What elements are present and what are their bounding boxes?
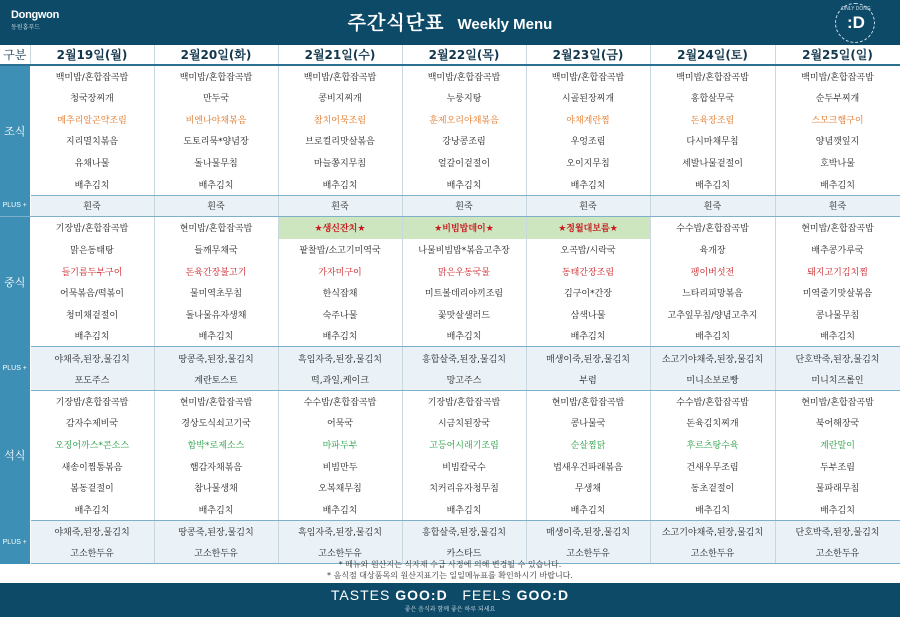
dinner_plus-row <box>0 520 900 542</box>
menu-item: 참치어묵조림 <box>278 108 402 130</box>
menu-item: 다시마채무침 <box>650 130 775 152</box>
menu-item: 백미밥/혼합잡곡밥 <box>526 65 650 87</box>
menu-item: 양념깻잎지 <box>775 130 900 152</box>
menu-item: 들깨무채국 <box>154 239 278 261</box>
day-header: 2월21일(수) <box>278 45 402 65</box>
menu-item: 기장밥/혼합잡곡밥 <box>30 217 154 239</box>
title-english: Weekly Menu <box>457 16 553 33</box>
menu-item: 새송이찜통볶음 <box>30 455 154 477</box>
menu-item: 포도주스 <box>30 369 154 391</box>
menu-item: 김구이*간장 <box>526 282 650 304</box>
menu-item: 흰죽 <box>154 195 278 217</box>
menu-item: 백미밥/혼합잡곡밥 <box>650 65 775 87</box>
lunch_plus-row <box>0 347 900 369</box>
lunch_plus-label: PLUS + <box>0 347 30 390</box>
menu-item: 배추김치 <box>154 499 278 521</box>
menu-item: 봄동겉절이 <box>30 477 154 499</box>
menu-item: 강낭콩조림 <box>402 130 526 152</box>
menu-item: 배추김치 <box>526 173 650 195</box>
menu-item: 땅콩죽,된장,물김치 <box>154 347 278 369</box>
menu-item: 미니치즈롤인 <box>775 369 900 391</box>
menu-item: 어묵국 <box>278 412 402 434</box>
menu-item: 얼갈이겉절이 <box>402 152 526 174</box>
menu-item: 비빔칼국수 <box>402 455 526 477</box>
menu-item: ★비빔밥데이★ <box>402 217 526 239</box>
menu-item: 소고기야채죽,된장,물김치 <box>650 520 775 542</box>
menu-item: 단호박죽,된장,물김치 <box>775 347 900 369</box>
menu-item: 청미채겉절이 <box>30 304 154 326</box>
menu-item: 스모크햄구이 <box>775 108 900 130</box>
menu-item: 흰죽 <box>278 195 402 217</box>
menu-item: 물미역초무침 <box>154 282 278 304</box>
menu-item: 배추김치 <box>775 499 900 521</box>
menu-item: 법새우건파래볶음 <box>526 455 650 477</box>
menu-item: 두부조림 <box>775 455 900 477</box>
menu-item: 동초겉절이 <box>650 477 775 499</box>
menu-item: 순살찜닭 <box>526 434 650 456</box>
badge-ring-text: ONLY DONG <box>841 6 871 12</box>
day-header-row <box>0 45 900 65</box>
menu-item: 고등어시래기조림 <box>402 434 526 456</box>
menu-item: 카스타드 <box>402 542 526 564</box>
menu-item: 배추콩가루국 <box>775 239 900 261</box>
menu-item: 흰죽 <box>526 195 650 217</box>
corner-label: 구분 <box>0 45 30 65</box>
menu-item: 어묵볶음/떡볶이 <box>30 282 154 304</box>
menu-body <box>0 65 900 564</box>
menu-item: 망고주스 <box>402 369 526 391</box>
day-header: 2월19일(월) <box>30 45 154 65</box>
menu-item: 야채죽,된장,물김치 <box>30 347 154 369</box>
menu-item: 흰죽 <box>650 195 775 217</box>
menu-item: 수수밥/혼합잡곡밥 <box>650 390 775 412</box>
menu-item: 삼색나물 <box>526 304 650 326</box>
menu-item: 치커리유자청무침 <box>402 477 526 499</box>
menu-item: 배추김치 <box>650 325 775 347</box>
breakfast-row <box>0 87 900 109</box>
menu-item: 백미밥/혼합잡곡밥 <box>775 65 900 87</box>
menu-item: 배추김치 <box>278 173 402 195</box>
menu-item: 시골된장찌개 <box>526 87 650 109</box>
menu-item: 돼지고기김치찜 <box>775 260 900 282</box>
menu-item: 돈육장조림 <box>650 108 775 130</box>
menu-item: 현미밥/혼합잡곡밥 <box>775 390 900 412</box>
menu-item: 콩나물국 <box>526 412 650 434</box>
menu-item: 지리멸치볶음 <box>30 130 154 152</box>
slogan-good: GOO:D <box>516 587 570 603</box>
menu-item: 누룽지탕 <box>402 87 526 109</box>
menu-item: 훈제오리야채볶음 <box>402 108 526 130</box>
menu-item: 순두부찌개 <box>775 87 900 109</box>
menu-item: 흑임자죽,된장,물김치 <box>278 520 402 542</box>
lunch-row <box>0 282 900 304</box>
menu-item: 물파래무침 <box>775 477 900 499</box>
menu-item: 흰죽 <box>30 195 154 217</box>
menu-item: 시금치된장국 <box>402 412 526 434</box>
menu-item: 비빔만두 <box>278 455 402 477</box>
breakfast_plus-row <box>0 195 900 217</box>
menu-item: 돌나물무침 <box>154 152 278 174</box>
menu-item: 경상도식쇠고기국 <box>154 412 278 434</box>
menu-item: 팽이버섯전 <box>650 260 775 282</box>
dinner-row <box>0 477 900 499</box>
breakfast-row <box>0 173 900 195</box>
menu-item: 배추김치 <box>402 173 526 195</box>
breakfast-row <box>0 130 900 152</box>
note-line: * 음식점 대상품목의 원산지표기는 일일메뉴표를 확인하시기 바랍니다. <box>327 571 573 580</box>
menu-item: 기장밥/혼합잡곡밥 <box>402 390 526 412</box>
menu-item: 유채나물 <box>30 152 154 174</box>
menu-item: 흰죽 <box>402 195 526 217</box>
menu-item: 배추김치 <box>526 325 650 347</box>
menu-item: 돌나물유자생채 <box>154 304 278 326</box>
menu-item: 오징어까스*콘소스 <box>30 434 154 456</box>
menu-item: 흑임자죽,된장,물김치 <box>278 347 402 369</box>
menu-item: 한식잡채 <box>278 282 402 304</box>
breakfast-row <box>0 152 900 174</box>
menu-item: 배추김치 <box>775 173 900 195</box>
menu-item: 만두국 <box>154 87 278 109</box>
menu-item: 배추김치 <box>402 499 526 521</box>
dinner-row <box>0 499 900 521</box>
menu-item: 도토리묵*양념장 <box>154 130 278 152</box>
dinner-row <box>0 390 900 412</box>
menu-item: 육개장 <box>650 239 775 261</box>
lunch-row <box>0 217 900 239</box>
menu-item: 콩나물무침 <box>775 304 900 326</box>
menu-item: 배추김치 <box>526 499 650 521</box>
menu-item: 고소한두유 <box>775 542 900 564</box>
slogan-tastes: TASTES <box>330 587 391 603</box>
menu-item: ★정월대보름★ <box>526 217 650 239</box>
breakfast-row <box>0 65 900 87</box>
menu-item: 호박나물 <box>775 152 900 174</box>
menu-item: 배추김치 <box>30 173 154 195</box>
menu-item: 수수밥/혼합잡곡밥 <box>650 217 775 239</box>
menu-item: 매생이죽,된장,물김치 <box>526 520 650 542</box>
day-header: 2월25일(일) <box>775 45 900 65</box>
menu-item: 떡,과일,케이크 <box>278 369 402 391</box>
menu-item: 배추김치 <box>154 173 278 195</box>
menu-item: 단호박죽,된장,물김치 <box>775 520 900 542</box>
menu-item: 가자미구이 <box>278 260 402 282</box>
menu-item: 배추김치 <box>154 325 278 347</box>
dinner-label: 석식 <box>0 390 30 520</box>
notes <box>0 559 900 581</box>
only-dong-badge-icon <box>835 3 875 43</box>
badge-mark: :D <box>847 13 865 32</box>
menu-item: 동태간장조림 <box>526 260 650 282</box>
menu-item: 청국장찌개 <box>30 87 154 109</box>
menu-item: 느타리피망볶음 <box>650 282 775 304</box>
menu-item: 콩비지찌개 <box>278 87 402 109</box>
lunch-row <box>0 239 900 261</box>
menu-item: 고소한두유 <box>278 542 402 564</box>
menu-item: 나물비빔밥*볶음고추장 <box>402 239 526 261</box>
menu-item: 고소한두유 <box>650 542 775 564</box>
menu-item: 마늘쫑지무침 <box>278 152 402 174</box>
menu-item: 맑은동태탕 <box>30 239 154 261</box>
menu-item: 브로컬리맛살볶음 <box>278 130 402 152</box>
lunch-row <box>0 304 900 326</box>
menu-item: 북어해장국 <box>775 412 900 434</box>
menu-item: 배추김치 <box>402 325 526 347</box>
menu-item: 숙주나물 <box>278 304 402 326</box>
lunch-row <box>0 325 900 347</box>
menu-item: 미트볼데리야끼조림 <box>402 282 526 304</box>
footer-slogan <box>0 587 900 603</box>
menu-item: 현미밥/혼합잡곡밥 <box>526 390 650 412</box>
menu-item: 백미밥/혼합잡곡밥 <box>278 65 402 87</box>
menu-item: 미니소보로빵 <box>650 369 775 391</box>
footer-sub: 좋은 음식과 함께 좋은 하루 되세요 <box>404 606 496 613</box>
slogan-feels: FEELS <box>462 587 512 603</box>
dinner-row <box>0 434 900 456</box>
lunch-row <box>0 260 900 282</box>
menu-item: 백미밥/혼합잡곡밥 <box>30 65 154 87</box>
menu-item: 계란토스트 <box>154 369 278 391</box>
logo-name: Dongwon <box>11 9 59 21</box>
menu-item: 비엔나야채볶음 <box>154 108 278 130</box>
day-header: 2월24일(토) <box>650 45 775 65</box>
day-header: 2월22일(목) <box>402 45 526 65</box>
menu-item: 배추김치 <box>30 499 154 521</box>
menu-item: 고소한두유 <box>154 542 278 564</box>
menu-item: 참나물생채 <box>154 477 278 499</box>
menu-item: 매생이죽,된장,물김치 <box>526 347 650 369</box>
menu-item: 흥합살죽,된장,물김치 <box>402 347 526 369</box>
menu-item: 흥합살죽,된장,물김치 <box>402 520 526 542</box>
menu-item: 배추김치 <box>650 499 775 521</box>
menu-item: 오곡밥/시락국 <box>526 239 650 261</box>
header-banner <box>0 0 900 45</box>
menu-item: 마파두부 <box>278 434 402 456</box>
menu-item: 기장밥/혼합잡곡밥 <box>30 390 154 412</box>
menu-item: 무생채 <box>526 477 650 499</box>
logo-sub: 동원홈푸드 <box>11 25 40 31</box>
menu-item: 고추잎무침/양념고추지 <box>650 304 775 326</box>
menu-item: 메추리알곤약조림 <box>30 108 154 130</box>
breakfast_plus-label: PLUS + <box>0 195 30 217</box>
menu-item: 후르츠탕수육 <box>650 434 775 456</box>
breakfast-label: 조식 <box>0 65 30 195</box>
menu-item: 우엉조림 <box>526 130 650 152</box>
dinner_plus-label: PLUS + <box>0 520 30 563</box>
menu-item: 맑은우동국물 <box>402 260 526 282</box>
menu-item: 꽃맛살샐러드 <box>402 304 526 326</box>
menu-item: 야채계란찜 <box>526 108 650 130</box>
menu-item: 들기름두부구이 <box>30 260 154 282</box>
weekly-menu-table <box>0 45 900 564</box>
footer-banner <box>0 583 900 617</box>
day-header: 2월23일(금) <box>526 45 650 65</box>
menu-item: 현미밥/혼합잡곡밥 <box>775 217 900 239</box>
menu-item: 세발나물겉절이 <box>650 152 775 174</box>
note-line: * 메뉴와 원산지는 식자재 수급 사정에 의해 변경될 수 있습니다. <box>338 560 562 569</box>
menu-item: 햄감자채볶음 <box>154 455 278 477</box>
menu-item: 땅콩죽,된장,물김치 <box>154 520 278 542</box>
day-header: 2월20일(화) <box>154 45 278 65</box>
menu-item: 홍합살무국 <box>650 87 775 109</box>
menu-item: 배추김치 <box>278 499 402 521</box>
menu-item: 백미밥/혼합잡곡밥 <box>154 65 278 87</box>
menu-item: 고소한두유 <box>526 542 650 564</box>
menu-item: 수수밥/혼합잡곡밥 <box>278 390 402 412</box>
title-korean: 주간식단표 <box>347 12 445 34</box>
menu-item: 부럼 <box>526 369 650 391</box>
menu-item: ★생신잔치★ <box>278 217 402 239</box>
menu-item: 돈육간장불고기 <box>154 260 278 282</box>
menu-item: 야채죽,된장,물김치 <box>30 520 154 542</box>
menu-item: 계란말이 <box>775 434 900 456</box>
menu-item: 건새우무조림 <box>650 455 775 477</box>
menu-item: 배추김치 <box>775 325 900 347</box>
dinner-row <box>0 455 900 477</box>
lunch_plus-row <box>0 369 900 391</box>
breakfast-row <box>0 108 900 130</box>
menu-item: 팥찰밥/소고기미역국 <box>278 239 402 261</box>
menu-item: 감자수제비국 <box>30 412 154 434</box>
menu-item: 오복채무침 <box>278 477 402 499</box>
menu-item: 현미밥/혼합잡곡밥 <box>154 390 278 412</box>
menu-item: 돈육김치찌개 <box>650 412 775 434</box>
menu-item: 배추김치 <box>30 325 154 347</box>
menu-item: 함박*로제소스 <box>154 434 278 456</box>
slogan-good: GOO:D <box>395 587 448 603</box>
lunch-label: 중식 <box>0 217 30 347</box>
menu-item: 오이지무침 <box>526 152 650 174</box>
menu-item: 배추김치 <box>278 325 402 347</box>
page-title <box>0 8 900 35</box>
menu-item: 소고기야채죽,된장,물김치 <box>650 347 775 369</box>
menu-item: 백미밥/혼합잡곡밥 <box>402 65 526 87</box>
menu-item: 현미밥/혼합잡곡밥 <box>154 217 278 239</box>
menu-item: 흰죽 <box>775 195 900 217</box>
menu-item: 고소한두유 <box>30 542 154 564</box>
menu-item: 배추김치 <box>650 173 775 195</box>
menu-item: 미역줄기맛살볶음 <box>775 282 900 304</box>
dinner-row <box>0 412 900 434</box>
